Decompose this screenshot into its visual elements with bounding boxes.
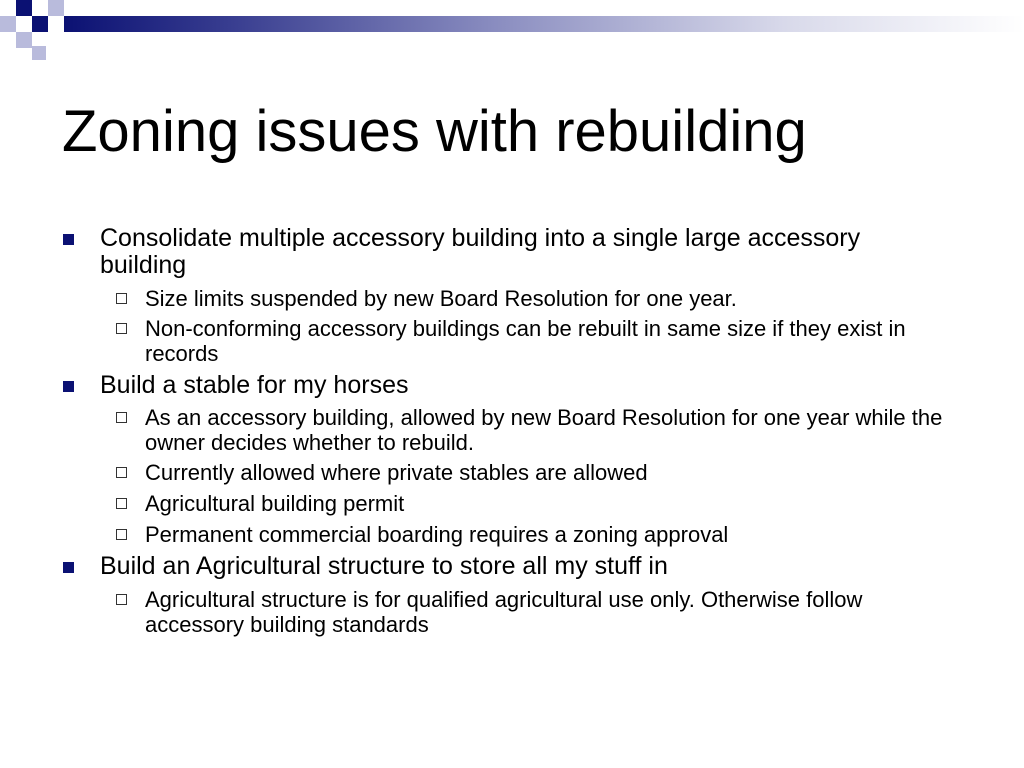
sub-bullet-text: Permanent commercial boarding requires a zoning approval: [145, 522, 729, 547]
decor-square: [32, 46, 46, 60]
square-bullet-icon: [63, 562, 74, 573]
hollow-square-bullet-icon: [116, 293, 127, 304]
hollow-square-bullet-icon: [116, 412, 127, 423]
header-band: [0, 16, 1024, 32]
decor-square: [48, 0, 64, 16]
decor-square: [32, 0, 48, 16]
decor-square: [0, 0, 16, 16]
sub-bullet-text: Agricultural structure is for qualified agricultural use only. Otherwise follow accessory building standards: [145, 587, 863, 637]
hollow-square-bullet-icon: [116, 529, 127, 540]
decor-square: [16, 32, 32, 48]
header-gradient-bar: [64, 16, 1024, 32]
decor-square: [16, 0, 32, 16]
sub-bullet-text: Currently allowed where private stables are allowed: [145, 460, 648, 485]
sub-bullet-text: As an accessory building, allowed by new Board Resolution for one year while the owner decides whether to rebuild.: [145, 405, 943, 455]
sub-bullet-text: Non-conforming accessory buildings can be rebuilt in same size if they exist in records: [145, 316, 906, 366]
slide-title: Zoning issues with rebuilding: [62, 99, 807, 164]
hollow-square-bullet-icon: [116, 594, 127, 605]
hollow-square-bullet-icon: [116, 498, 127, 509]
sub-bullet-text: Agricultural building permit: [145, 491, 405, 516]
bullet-text: Consolidate multiple accessory building into a single large accessory building: [100, 224, 861, 279]
bullet-text: Build a stable for my horses: [100, 371, 409, 399]
square-bullet-icon: [63, 234, 74, 245]
hollow-square-bullet-icon: [116, 467, 127, 478]
sub-bullet-text: Size limits suspended by new Board Resolution for one year.: [145, 286, 737, 311]
bullet-text: Build an Agricultural structure to store all my stuff in: [100, 552, 668, 580]
square-bullet-icon: [63, 381, 74, 392]
hollow-square-bullet-icon: [116, 323, 127, 334]
